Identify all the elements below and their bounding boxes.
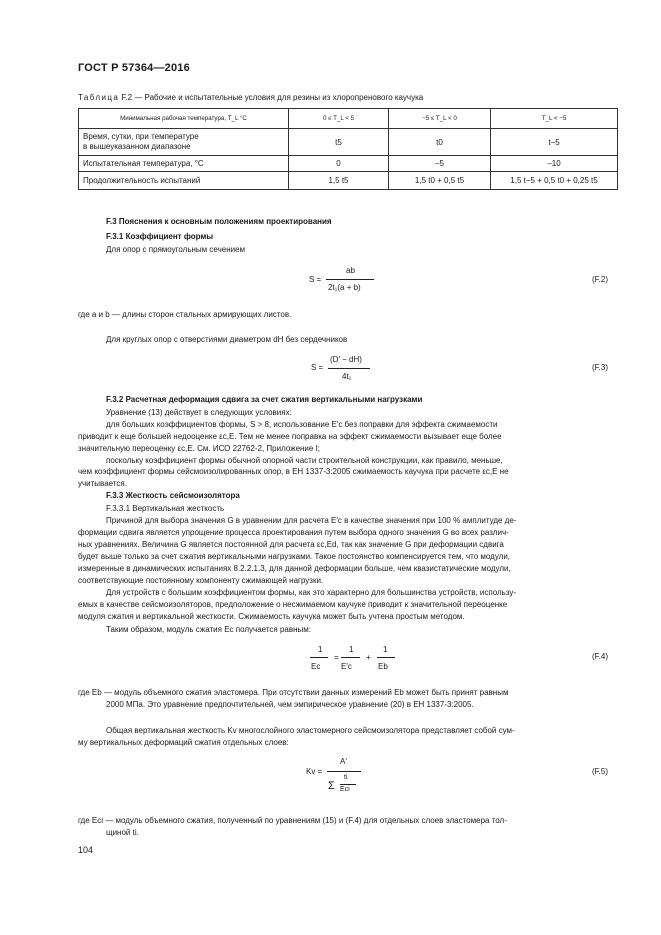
equation-numerator: 1 [383,645,388,654]
table-header-cell: −5 ≤ T_L < 0 [389,109,491,129]
paragraph-line: поскольку коэффициент формы обычной опорной части строительной конструкции, как правило, меньше, [106,456,503,465]
paragraph-line: Общая вертикальная жесткость Kv многослойного эластомерного сейсмоизолятора представляет собой сум- [106,726,515,735]
page-number: 104 [78,845,94,855]
table-cell: 1,5 t5 [289,172,389,190]
paragraph-line: Таким образом, модуль сжатия Ec получается равным: [106,625,312,634]
table-cell: t0 [389,129,491,156]
table-caption-label: Таблица [78,93,120,102]
paragraph-line: формации сдвига является упрощение процесса проектирования путем выбора одного значения G во всех различ- [78,528,509,537]
paragraph-line: учитывается. [78,479,127,488]
paragraph: Для круглых опор с отверстиями диаметром dH без сердечников [106,335,348,344]
table-cell: t5 [289,129,389,156]
fraction-bar [340,784,356,785]
equation-number: (F.4) [592,652,608,661]
fraction-bar [310,657,328,658]
equation-denominator: E′c [341,662,352,671]
fraction-bar [377,657,395,658]
table-caption-number: F.2 [121,93,133,102]
equation-denominator: Ec [311,662,321,671]
paragraph-line: соответствующие постоянному компоненту сжимающей нагрузки. [78,576,324,585]
equation-denominator: 2t₁(a + b) [328,283,361,292]
sum-numerator: ti [344,774,348,781]
table-cell: 0 [289,156,389,172]
paragraph-line: значительную переоценку εc,E. См. ИСО 22762-2, Приложение I; [78,444,321,453]
equation-number: (F.3) [592,363,608,372]
paragraph-line: чем коэффициент формы сейсмоизолированных опор, в ЕН 1337-3:2005 сжимаемость каучука при расчете εc,E не [78,467,509,476]
equation-denominator: Eb [378,662,388,671]
fraction-bar [341,657,360,658]
table-cell: Продолжительность испытаний [79,172,289,190]
table-row [79,172,618,190]
table-cell: Время, сутки, при температуре в вышеуказанном диапазоне [79,129,289,156]
paragraph-line: измеренные в динамических испытаниях 8.2.2.1.3, для данной деформации больше, чем квазистатические модули, [78,564,511,573]
equation-numerator: ab [346,266,355,275]
equation-operator: = [334,653,339,662]
paragraph-line: емых в качестве сейсмоизоляторов, предположение о несжимаемом каучуке приводит к значительной переоценке [78,600,508,609]
paragraph: где a и b — длины сторон стальных армирующих листов. [78,310,292,319]
table-header-cell: 0 ≤ T_L < 5 [289,109,389,129]
section-heading-f32: F.3.2 Расчетная деформация сдвига за счет сжатия вертикальными нагрузками [106,395,423,404]
equation-numerator: A′ [340,757,347,766]
subsection-heading-f331: F.3.3.1 Вертикальная жесткость [106,504,225,513]
paragraph-line: где Eb — модуль объемного сжатия эластомера. При отсутствии данных измерений Eb может быть принят равным [78,688,509,697]
equation-number: (F.2) [592,275,608,284]
paragraph-line: ных уравнениях. Величина G является постоянной для расчета εc,Ed, так как значение G при деформации сдвига [78,540,504,549]
fraction-bar [327,771,361,772]
table-header-row [79,109,618,129]
section-heading-f31: F.3.1 Коэффициент формы [106,232,214,241]
table-cell: 1,5 t0 + 0,5 t5 [389,172,491,190]
equation-numerator: 1 [318,645,323,654]
paragraph-line: Для устройств с большим коэффициентом формы, как это характерно для большинства устройств, использу- [106,588,517,597]
standard-header: ГОСТ Р 57364—2016 [78,62,190,74]
table-caption-text: — Рабочие и испытательные условия для резины из хлоропренового каучука [134,93,424,102]
paragraph-line: будет выше только за счет сжатия вертикальными нагрузками. Такое постоянство компенсируется тем, что модули, [78,552,511,561]
paragraph: Для опор с прямоугольным сечением [106,245,246,254]
paragraph-line: модуля сжатия и вертикальной жесткости. Сжимаемость каучука может быть учтена простым методом. [78,612,465,621]
equation-operator: + [366,653,371,662]
equation-lhs: S = [309,275,322,284]
table-caption [78,93,423,102]
paragraph-line: где Eci — модуль объемного сжатия, полученный по уравнениям (15) и (F.4) для отдельных слоев эластомера тол- [78,816,507,825]
table-header-cell: T_L < −5 [491,109,618,129]
paragraph-line: щиной ti. [106,828,139,837]
paragraph-line: для больших коэффициентов формы, S > 8, использование E′c без поправки для эффекта сжимаемости [106,420,498,429]
sum-denominator: Eci [340,786,350,793]
conditions-table [78,108,618,190]
paragraph-line: приводит к еще большей недооценке εc,E. Тем не менее поправка на эффект сжимаемости вызывает еще более [78,432,502,441]
fraction-bar [326,279,374,280]
equation-number: (F.5) [592,767,608,776]
table-cell: 1,5 t−5 + 0,5 t0 + 0,25 t5 [491,172,618,190]
paragraph-line: му вертикальных деформаций сжатия отдельных слоев: [78,738,289,747]
table-row [79,129,618,156]
equation-lhs: S = [311,363,324,372]
table-cell: –5 [389,156,491,172]
equation-lhs: Kv = [306,767,323,776]
table-cell: Испытательная температура, °C [79,156,289,172]
table-header-cell: Минимальная рабочая температура, T_L °C [79,109,289,129]
table-cell: –10 [491,156,618,172]
equation-numerator: 1 [349,645,354,654]
equation-numerator: (D′ − dH) [330,355,362,364]
table-cell: t−5 [491,129,618,156]
paragraph-line: Причиной для выбора значения G в уравнении для расчета E′c в качестве значения при 100 % амплитуде де- [106,516,517,525]
paragraph-line: Уравнение (13) действует в следующих условиях: [106,408,292,417]
paragraph-line: 2000 МПа. Это уравнение предпочтительней, чем эмпирическое уравнение (20) в ЕН 1337-3:2005. [106,700,474,709]
table-row [79,156,618,172]
equation-denominator: 4t₁ [342,372,352,381]
section-heading-f33: F.3.3 Жесткость сейсмоизолятора [106,491,240,500]
fraction-bar [328,368,370,369]
sum-symbol: Σ [328,780,335,792]
section-heading-f3: F.3 Пояснения к основным положениям проектирования [106,217,332,226]
